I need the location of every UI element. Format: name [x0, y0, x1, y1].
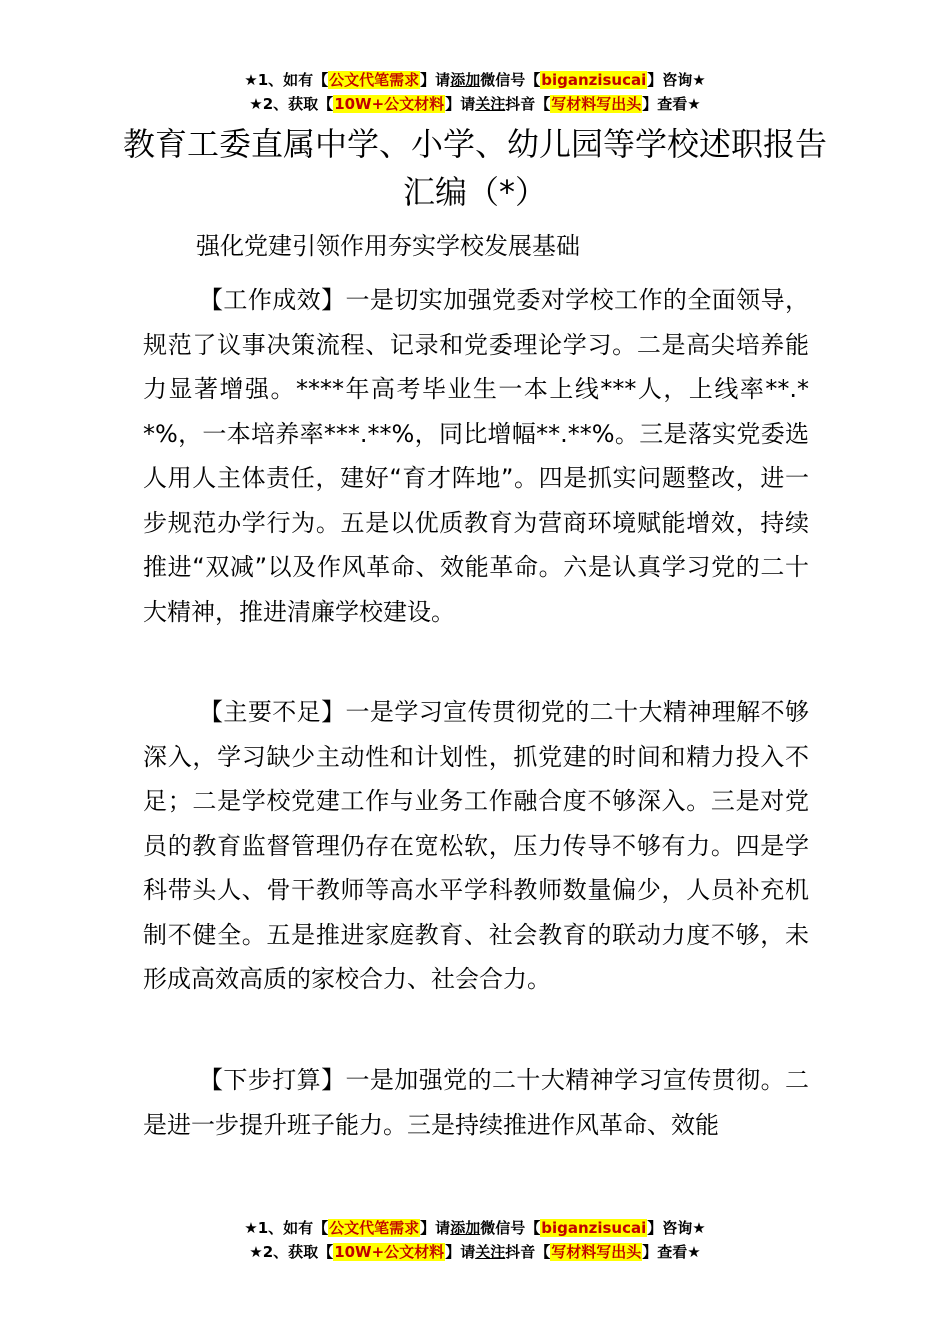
- footer-banner-line-1: ★1、如有【公文代笔需求】请添加微信号【biganzisucai】咨询★: [244, 1219, 706, 1237]
- footer-highlight-douyin: 写材料写出头: [551, 1243, 642, 1261]
- paragraph-next-steps: 【下步打算】一是加强党的二十大精神学习宣传贯彻。二是进一步提升班子能力。三是持续推进作风革命、效能: [143, 1066, 809, 1139]
- header-banner: [0, 68, 950, 116]
- footer-highlight-wechat-id: biganzisucai: [541, 1219, 647, 1237]
- banner-line-2: ★2、获取【10W+公文材料】请关注抖音【写材料写出头】查看★: [249, 95, 701, 113]
- footer-banner: [0, 1216, 950, 1264]
- highlight-service: 公文代笔需求: [329, 71, 420, 89]
- footer-banner-line-2: ★2、获取【10W+公文材料】请关注抖音【写材料写出头】查看★: [249, 1243, 701, 1261]
- highlight-wechat-id: biganzisucai: [541, 71, 647, 89]
- paragraph-shortcomings: 【主要不足】一是学习宣传贯彻党的二十大精神理解不够深入，学习缺少主动性和计划性，抓党建的时间和精力投入不足；二是学校党建工作与业务工作融合度不够深入。三是对党员的教育监督管理仍存在宽松软，压力传导不够有力。四是学科带头人、骨干教师等高水平学科教师数量偏少，人员补充机制不健全。五是推进家庭教育、社会教育的联动力度不够，未形成高效高质的家校合力、社会合力。: [143, 698, 809, 993]
- highlight-douyin: 写材料写出头: [551, 95, 642, 113]
- footer-highlight-materials: 10W+公文材料: [334, 1243, 445, 1261]
- highlight-materials: 10W+公文材料: [334, 95, 445, 113]
- footer-highlight-service: 公文代笔需求: [329, 1219, 420, 1237]
- paragraph-achievements: 【工作成效】一是切实加强党委对学校工作的全面领导，规范了议事决策流程、记录和党委理论学习。二是高尖培养能力显著增强。****年高考毕业生一本上线***人，上线率**.**%，一本培养率***.**%，同比增幅**.**%。三是落实党委选人用人主体责任，建好“育才阵地”。四是抓实问题整改，进一步规范办学行为。五是以优质教育为营商环境赋能增效，持续推进“双减”以及作风革命、效能革命。六是认真学习党的二十大精神，推进清廉学校建设。: [143, 286, 809, 626]
- banner-line-1: ★1、如有【公文代笔需求】请添加微信号【biganzisucai】咨询★: [244, 71, 706, 89]
- document-title: 教育工委直属中学、小学、幼儿园等学校述职报告汇编（*）: [122, 125, 827, 211]
- document-subtitle: 强化党建引领作用夯实学校发展基础: [196, 232, 580, 260]
